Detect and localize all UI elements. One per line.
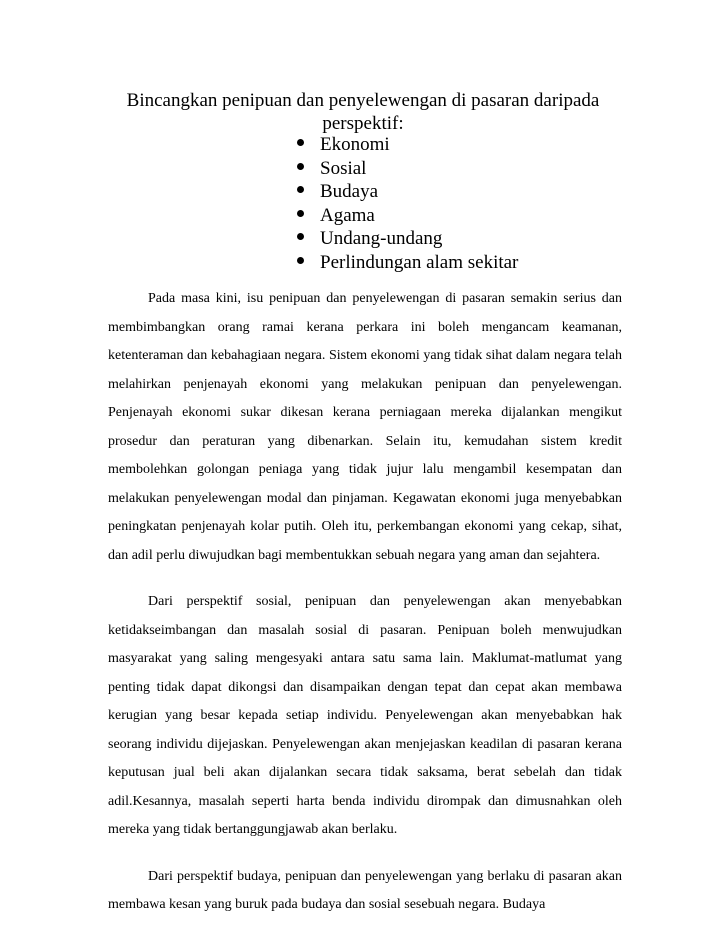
list-item xyxy=(297,204,518,228)
bullet-icon xyxy=(297,210,304,217)
document-heading xyxy=(100,89,626,135)
paragraph-culture: Dari perspektif budaya, penipuan dan penyelewengan yang berlaku di pasaran akan membawa kesan yang buruk pada budaya dan sosial sesebuah negara. Budaya xyxy=(108,868,622,912)
paragraph-social: Dari perspektif sosial, penipuan dan penyelewengan akan menyebabkan ketidakseimbangan dan masalah sosial di pasaran. Penipuan boleh menwujudkan masyarakat yang saling mengesyaki antara satu sama lain. Maklumat-matlumat yang penting tidak dapat dikongsi dan disampaikan dengan tepat dan cepat akan membawa kerugian yang besar kepada setiap individu. Penyelewengan akan menyebabkan hak seorang individu dijejaskan. Penyelewengan akan menjejaskan keadilan di pasaran kerana keputusan jual beli akan dijalankan secara tidak saksama, berat sebelah dan tidak adil.Kesannya, masalah seperti harta benda individu dirompak dan dimusnahkan oleh mereka yang tidak bertanggungjawab akan berlaku. xyxy=(108,594,622,837)
list-item xyxy=(297,157,518,181)
bullet-icon xyxy=(297,139,304,146)
bullet-icon xyxy=(297,186,304,193)
bullet-icon xyxy=(297,257,304,264)
list-item-label: Perlindungan alam sekitar xyxy=(320,251,519,273)
list-item xyxy=(297,251,518,275)
list-item xyxy=(297,227,518,251)
list-item-label: Agama xyxy=(320,204,375,226)
heading-line-2: perspektif: xyxy=(322,113,404,134)
bullet-icon xyxy=(297,163,304,170)
list-item-label: Sosial xyxy=(320,157,367,179)
perspective-list xyxy=(297,133,518,274)
list-item xyxy=(297,180,518,204)
list-item xyxy=(297,133,518,157)
document-body xyxy=(108,285,622,920)
list-item-label: Ekonomi xyxy=(320,134,390,155)
list-item-label: Budaya xyxy=(320,181,379,202)
heading-line-1: Bincangkan penipuan dan penyelewengan di pasaran daripada xyxy=(126,90,600,111)
list-item-label: Undang-undang xyxy=(320,228,443,249)
bullet-icon xyxy=(297,233,304,240)
paragraph-economy: Pada masa kini, isu penipuan dan penyelewengan di pasaran semakin serius dan membimbangkan orang ramai kerana perkara ini boleh mengancam keamanan, ketenteraman dan kebahagiaan negara. Sistem ekonomi yang tidak sihat dalam negara telah melahirkan penjenayah ekonomi yang melakukan penipuan dan penyelewengan. Penjenayah ekonomi sukar dikesan kerana perniagaan mereka dijalankan mengikut prosedur dan peraturan yang dibenarkan. Selain itu, kemudahan sistem kredit membolehkan golongan peniaga yang tidak jujur lalu mengambil kesempatan dan melakukan penyelewengan modal dan pinjaman. Kegawatan ekonomi juga menyebabkan peningkatan penjenayah kolar putih. Oleh itu, perkembangan ekonomi yang cekap, sihat, dan adil perlu diwujudkan bagi membentukkan sebuah negara yang aman dan sejahtera. xyxy=(108,291,622,563)
